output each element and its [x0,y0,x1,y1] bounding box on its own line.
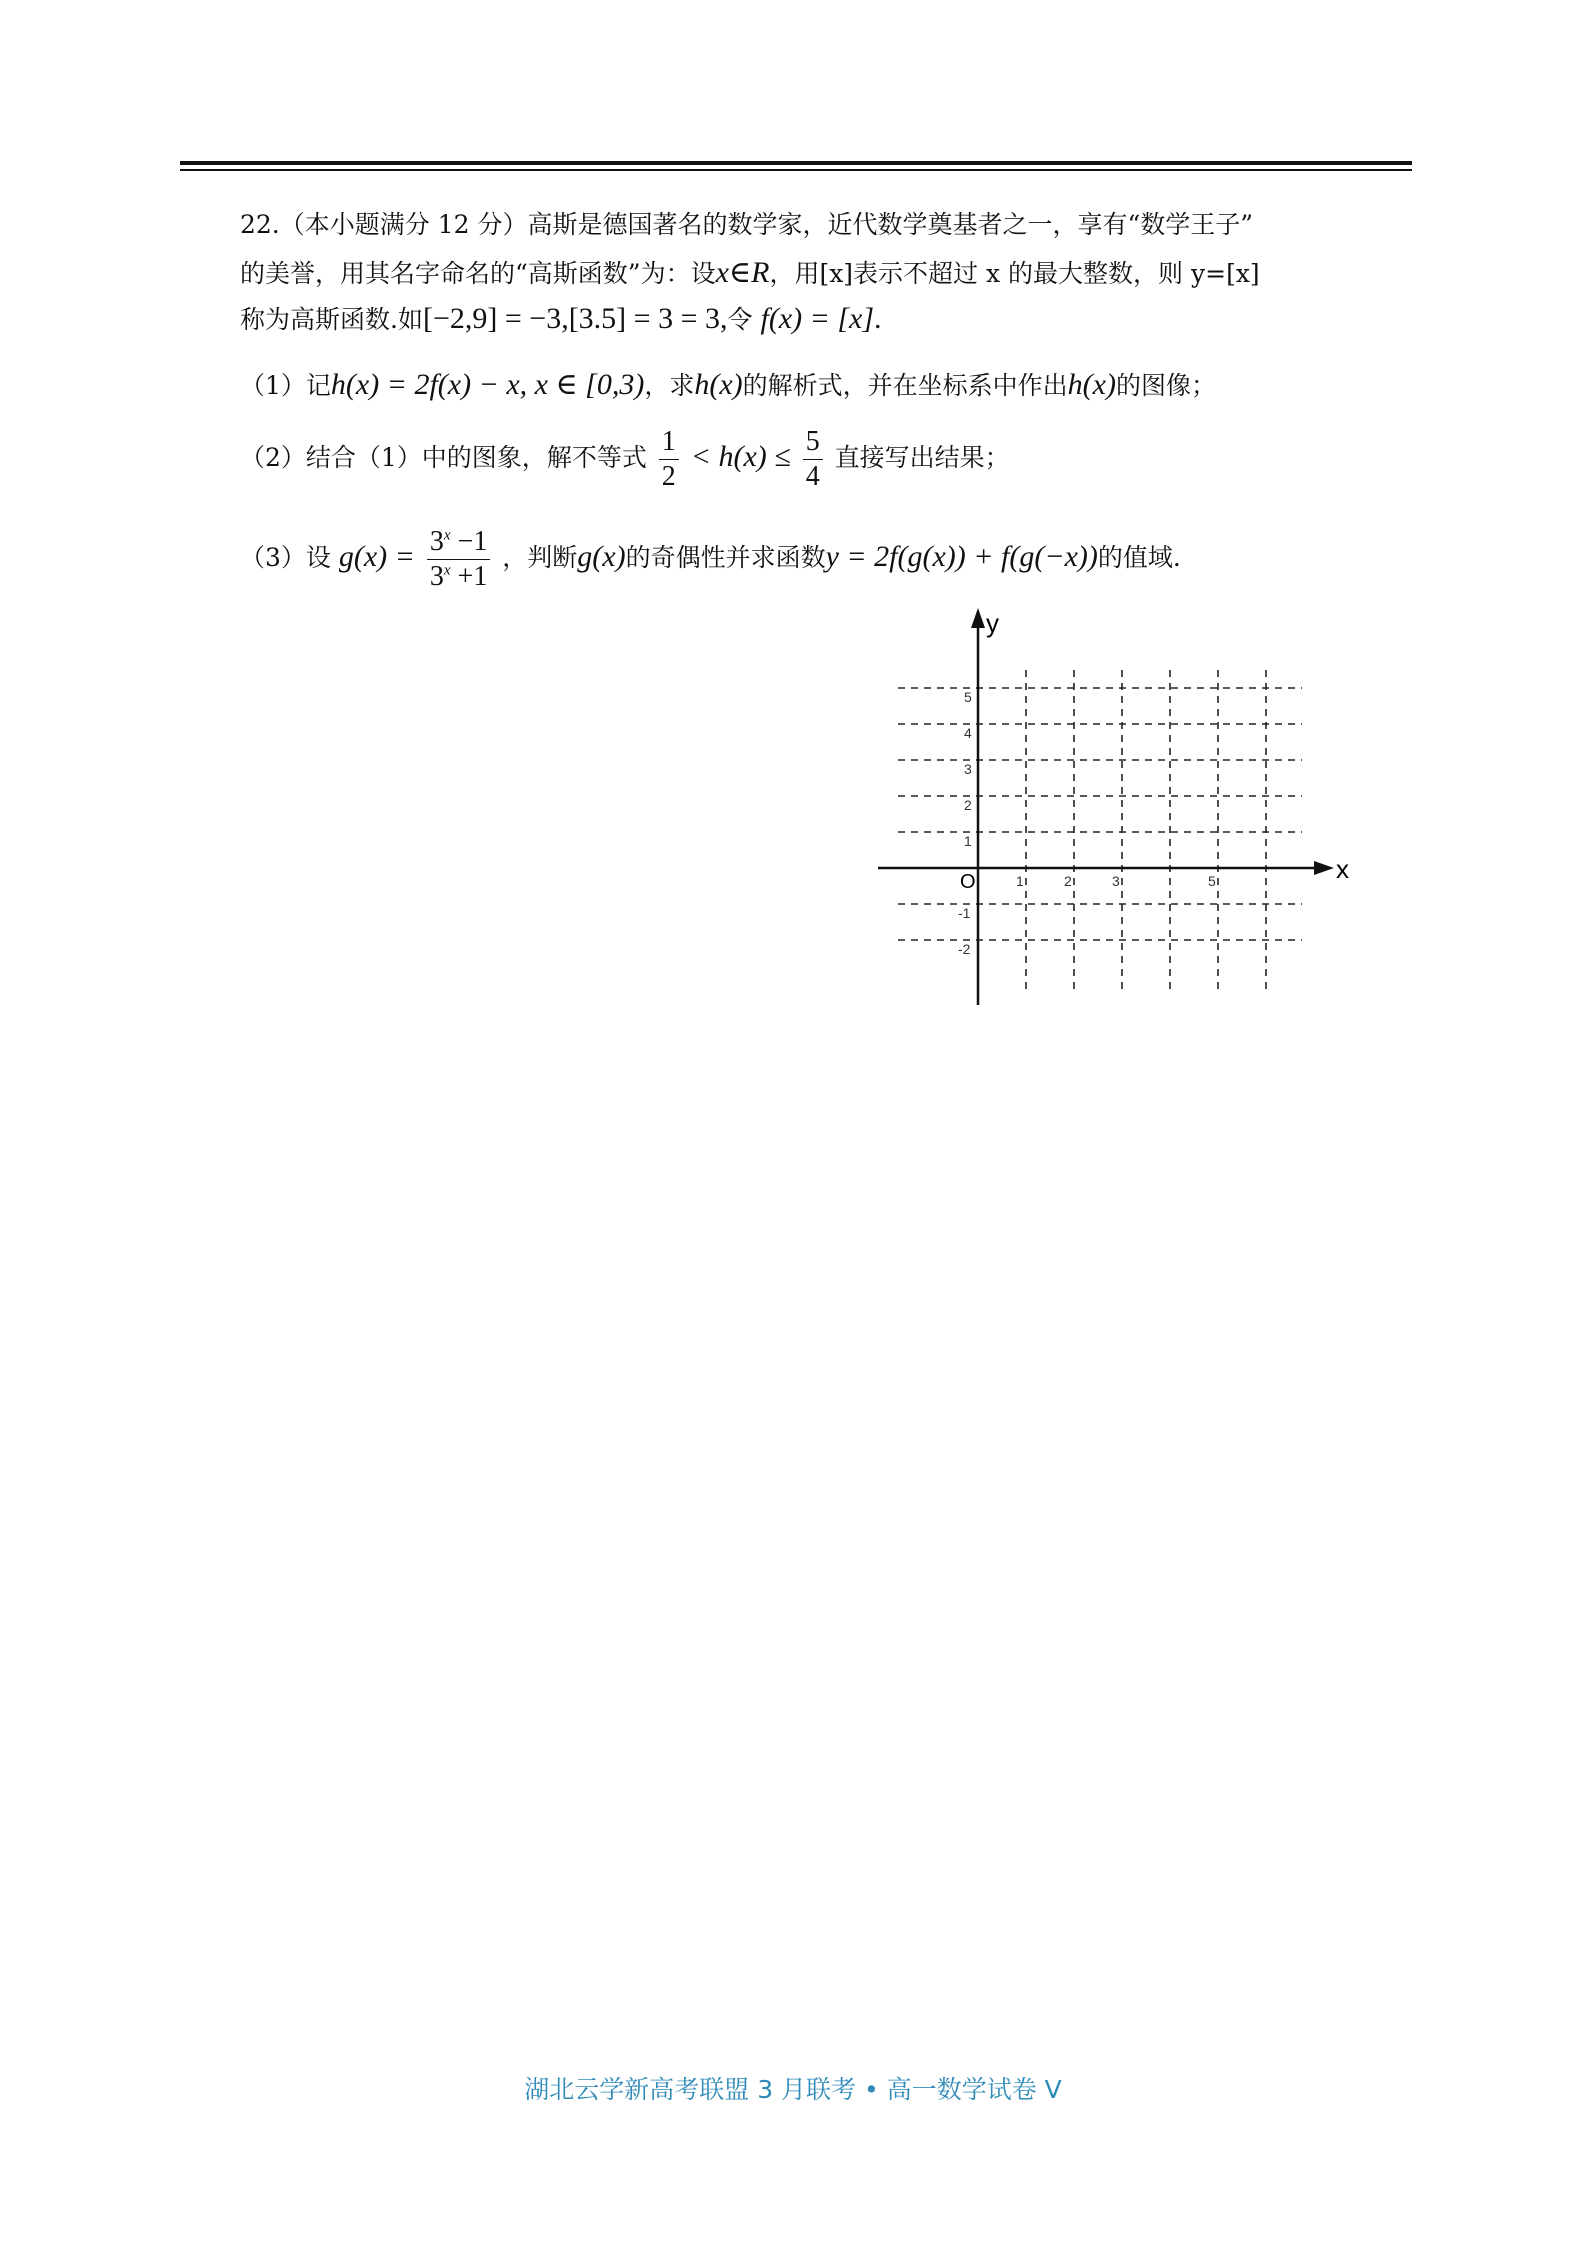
y-axis-label: y [986,608,999,638]
y-tick-label: 2 [964,797,972,813]
x-axis-arrow [1314,861,1334,875]
fraction-g-definition: $\frac{3^x -1}{3^x +1}$ [427,528,490,591]
part-2: （2）结合（1）中的图象，解不等式 $\frac{1}{2}$ < h(x) ≤ $\frac{5}{4}$ 直接写出结果； [240,426,1010,492]
origin-label: O [960,871,976,893]
x-tick-label: 2 [1064,873,1072,889]
x-tick-label: 3 [1112,873,1120,889]
y-axis-arrow [971,608,985,628]
question-line-3: 称为高斯函数.如[−2,9] = −3,[3.5] = 3 = 3,令 f(x) = [x]. [240,302,882,335]
y-tick-label: 4 [964,725,972,741]
coordinate-grid [878,600,1358,1020]
x-axis-label: x [1336,854,1349,884]
y-tick-label: 3 [964,761,972,777]
footer: 湖北云学新高考联盟 3 月联考 • 高一数学试卷 V [524,2075,1062,2104]
question-line-2: 的美誉，用其名字命名的“高斯函数”为：设x∈R，用[x]表示不超过 x 的最大整数，则 y=[x] [240,256,1260,289]
header-rule-thin [180,169,1412,171]
x-tick-label: 1 [1016,873,1024,889]
y-tick-label: -1 [958,905,971,921]
header-rule-thick [180,161,1412,165]
question-line-1: 22.（本小题满分 12 分）高斯是德国著名的数学家，近代数学奠基者之一，享有“数学王子” [240,210,1254,239]
fraction-five-quarters: $\frac{5}{4}$ [803,428,823,491]
y-tick-label: -2 [958,941,971,957]
part-1: （1）记h(x) = 2f(x) − x, x ∈ [0,3)，求h(x)的解析式，并在坐标系中作出h(x)的图像； [240,368,1216,401]
y-tick-label: 1 [964,833,972,849]
fraction-one-half: $\frac{1}{2}$ [659,428,679,491]
y-tick-label: 5 [964,689,972,705]
part-3: （3）设 g(x) = $\frac{3^x -1}{3^x +1}$ ，判断g(x)的奇偶性并求函数y = 2f(g(x)) + f(g(−x))的值域. [240,526,1181,592]
x-tick-label: 5 [1208,873,1216,889]
